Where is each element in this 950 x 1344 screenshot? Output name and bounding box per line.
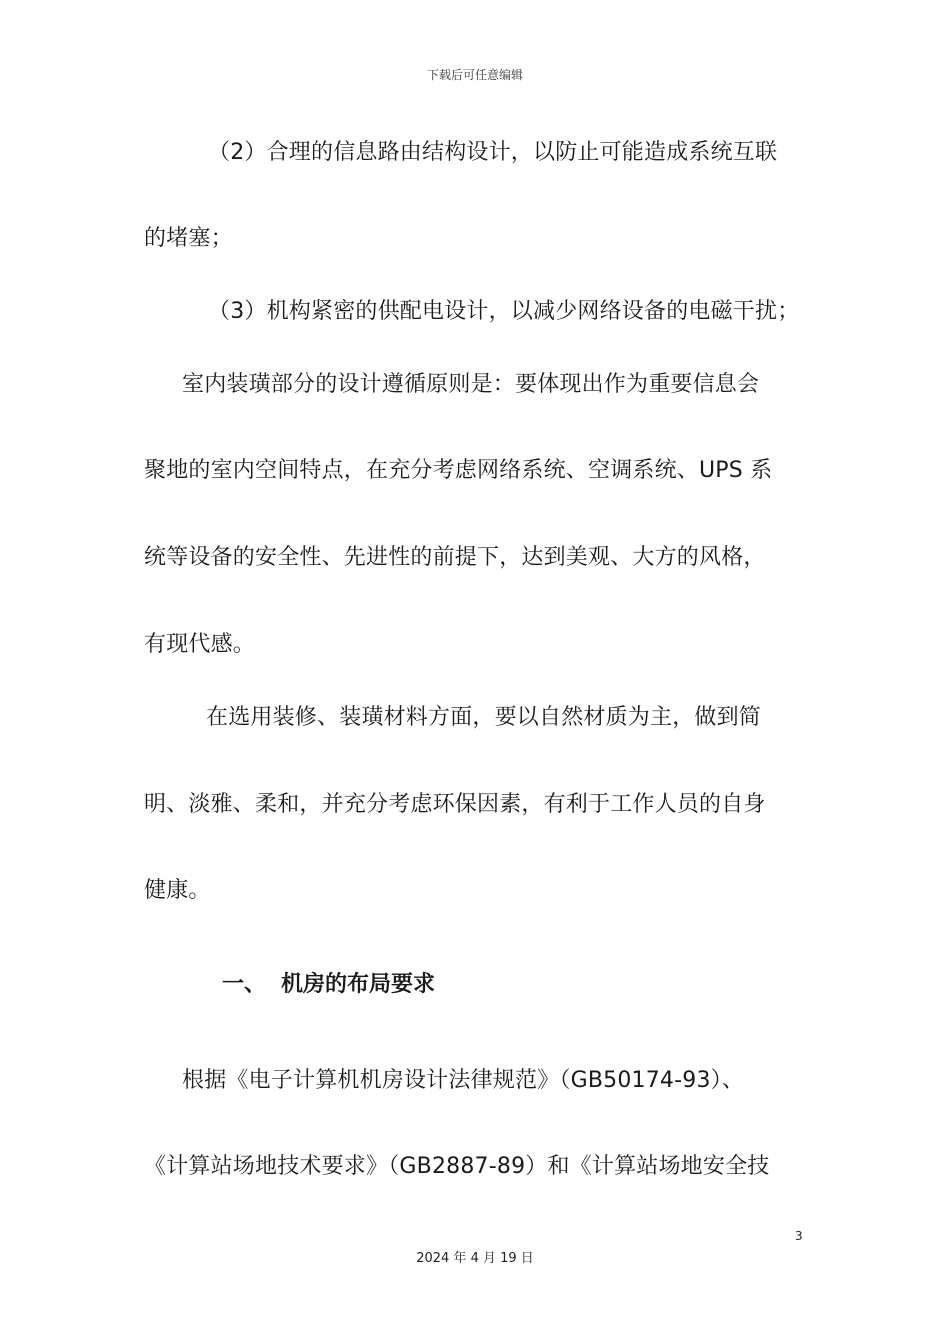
header-note: 下载后可任意编辑	[426, 68, 523, 82]
paragraph-line: 室内装璜部分的设计遵循原则是：要体现出作为重要信息会	[182, 372, 760, 397]
paragraph-line: 健康。	[144, 878, 211, 903]
section-heading-title: 机房的布局要求	[281, 972, 436, 997]
paragraph-line: （3）机构紧密的供配电设计，以减少网络设备的电磁干扰；	[208, 299, 800, 324]
paragraph-line: 在选用装修、装璜材料方面，要以自然材质为主，做到简	[206, 705, 762, 730]
paragraph-line: 有现代感。	[144, 632, 256, 657]
page-number: 3	[795, 1229, 803, 1243]
paragraph-line: （2）合理的信息路由结构设计，以防止可能造成系统互联	[208, 140, 778, 165]
paragraph-line: 聚地的室内空间特点，在充分考虑网络系统、空调系统、UPS 系	[144, 458, 773, 483]
paragraph-line: 《计算站场地技术要求》（GB2887-89）和《计算站场地安全技	[144, 1154, 770, 1179]
footer-date: 2024 年 4 月 19 日	[416, 1251, 534, 1266]
paragraph-line: 的堵塞；	[144, 226, 233, 251]
section-heading-number: 一、	[222, 972, 267, 997]
paragraph-line: 根据《电子计算机机房设计法律规范》（GB50174-93）、	[182, 1068, 745, 1093]
paragraph-line: 统等设备的安全性、先进性的前提下，达到美观、大方的风格，	[144, 545, 766, 570]
paragraph-line: 明、淡雅、柔和，并充分考虑环保因素，有利于工作人员的自身	[144, 792, 766, 817]
